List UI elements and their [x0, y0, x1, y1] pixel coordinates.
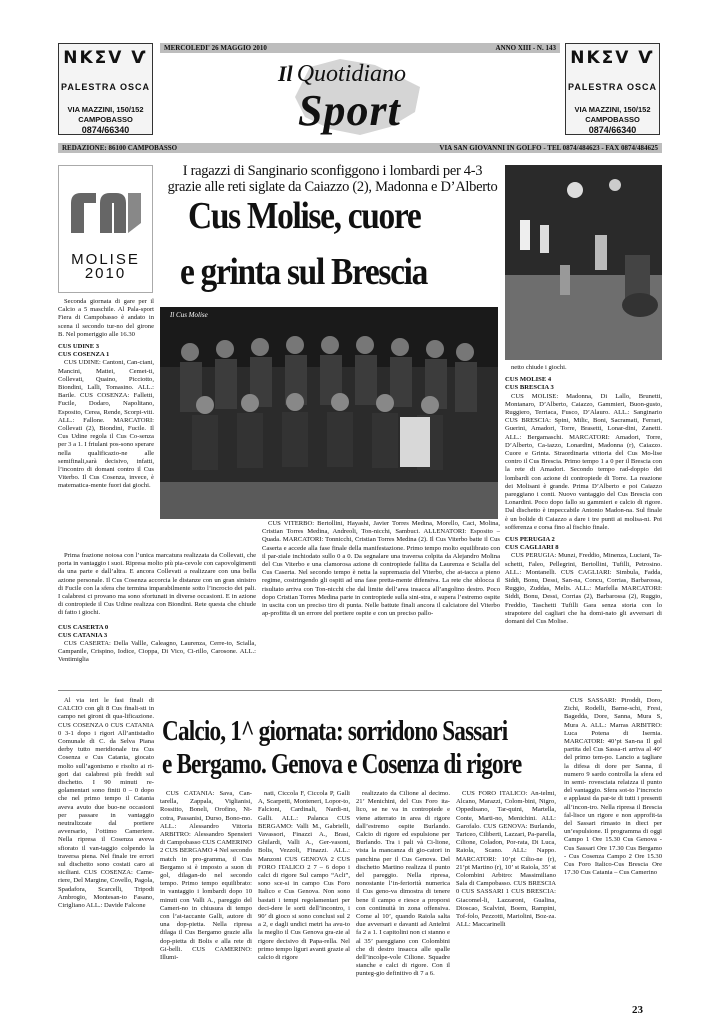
redazione-bar [58, 143, 662, 153]
masthead-quotidiano: Quotidiano [296, 61, 407, 87]
masthead [160, 55, 560, 140]
cus-logo-icon [66, 188, 146, 248]
match4-score-b: CUS CAGLIARI 8 [505, 544, 559, 552]
match1-report: CUS UDINE: Cantoni, Can-ciani, Mancini, Mattei, Cemet-ti, Collevati, Quaino, Picciotto, Biondini, Lalli, Tomasino. ALL.: Barile. CUS COSENZA: Falletti, Fucile, Dodaro, Napolitano, Esposito, Cerea, Rende, Scorpi-viti. ALL.: Fallone. MARCATORI: Collevati (2), Biondini, Fucile. Il Cus Udine regola il Cus Co-senza per 3 a 1. I friulani pos-sono sperare nella qualificazio-ne alle semifinali,sarà decisivo, infatti, l’incontro di domani contro il Cus Viterbo. Il Cus Cosenza, invece, è matematica-mente fuori dai giochi. [58, 359, 154, 490]
article2-col5-text: CUS FORO ITALICO: An-telmi, Alcano, Marazzi, Colom-bini, Nigro, Oppedisano, Tar-quini, Martella, Conte, Marti-no, Menichini. ALL: Garofalo. CUS GENOVA: Burlando, Tariceo, Ciliberti, Lazzari, Pa-parella, Cilione, Coladon, Por-rata, Di Luca, Raiola, Scano. ALL: Nappo. MARCATORI: 10’pt Cilio-ne (r), 21’pt Martino (r), 10’ st Raiola, 35’ st Colombini Arbitro: Massimiliano Sala di Campobasso. CUS BRESCIA 0 CUS SASSARI 1 CUS BRESCIA: Giacomel-li, Lazzaroni, Gualina, Dioscao, Scalvini, Boem, Rampini, Tof-folo, Pezzotti, Mariolini, Boz-za. ALL: Maccarinelli [456, 790, 556, 929]
photo-caption: Il Cus Molise [170, 311, 208, 319]
ad-right-addr1: VIA MAZZINI, 150/152 [574, 105, 651, 114]
viterbo-report: CUS VITERBO: Bertollini, Hayashi, Javier Torres Medina, Morello, Caci, Molina, Cristian Torres Medina, Andreoli, Ton-nicchi, Sambuci. ALLENATORI: Esposito – Quada. MARCATORI: Tonnicchi, Cristian Torres Medina (2). Il Cus Viterbo batte il Cus Caserta e accede alla fase finale della manifestazione. Primo tempo molto equilibrato con il par-ziale inchiodato sullo 0 a 0. Da segnalare una traversa colpita da Alejandro Molina del Cus Viterbo e una clamorosa azione di contropiede fallita da Laurenza e Scialla del Cus Caserta. Nel secondo tempo è netta la supremazia del Viterbo, che at-tacca a pieno regime, costringendo gli ospiti ad una fase pretta-mente difensiva. La rete che sblocca il risultato arriva con Ton-nicchi che dal limite dell’area insacca all’angolino destro. Poco dopo Cristian Torres Medina parte in contropiede sulla sini-stra, e supera l’estremo ospite in uscita con un preciso tiro di punta. Nelle battute finali ancora il calciatore del Viterbo ap-profitta di un errore del portiere ospite e con un preciso pallo- [262, 520, 500, 618]
match1-score-b: CUS COSENZA 1 [58, 351, 110, 359]
ad-right[interactable] [565, 43, 660, 135]
viterbo-report-end: netto chiude i giochi. [511, 364, 567, 371]
match3-score-a: CUS MOLISE 4 [505, 376, 552, 384]
date-bar [160, 43, 560, 53]
article2-col3-text: nati, Ciccola F, Ciccola P, Galli A, Scarpetti, Monteneri, Lopor-to, Falcioni, Cardinali, Nardi-ni, Galli. ALL.: Palanca CUS BERGAMO: Valli M., Gabrielli, Vavassori, Finazzi A., Brasi, Ghilardi, Valli A., Ger-vasoni, Bolis, Vezzoli, Finazzi. ALL.: Manzoni CUS GENOVA 2 CUS FORO ITALICO 2 7 – 6 dopo i calci di rigore Sul campo “Acli”, sono sce-si in campo Cus Foro Italico e Cus Genova. Non sono bastati i tempi regolamentari per deci-dere le sorti dell’incontro, i 90’ di gioco si sono conclusi sul 2 a 2, e dagli undici metri ha avu-to la meglio il Cus Genova gra-zie al rigore decisivo di Papa-rella. Nel primo tempo liguri avanti grazie al calcio di rigore [258, 790, 350, 962]
article2-col2-text: CUS CATANIA: Sava, Can-tarella, Zappala, Viglianisi, Rossitto, Boneli, Orofino, Ni-cotra, Passanisi, Durso, Bono-mo. ALL.: Alessandro Vittoria ARBITRO: Alessandro Spensieri di Campobasso CUS CAMERINO 2 CUS BERGAMO 4 Nel secondo match in pro-gramma, il Cus Bergamo si è imposto a suon di gol, dilagan-do nel secondo tempo. Primo tempo equilibrato: in vantaggio i lombardi dopo 10 minuti con Valli A., pareggio del Cameri-no in chiusura di tempo con l’at-taccante Galli, autore di una dop-pietta. Nella ripresa dilaga il Cus Bergamo grazie alla dop-pietta di Bolis e alla rete di Gi-belli. CUS CAMERINO: Illumi- [160, 790, 252, 962]
contact-address: VIA SAN GIOVANNI IN GOLFO - TEL 0874/484623 - FAX 0874/484625 [439, 144, 658, 152]
article2-col6-text: CUS SASSARI: Piroddi, Doro, Zichi, Rodelli, Barne-schi, Fresi, Bagedda, Dore, Sanna, Mura S, Mura A. ALL.: Marras ARBITRO: Luca Potena di Isernia. MARCATORI: 40’pt San-na Il gol partita del Cus Sassa-ri arriva al 40’ del primo tem-po. Lancio a tagliare la difesa di dore per Sanna, il numero 9 sardo controlla la sfera ed in semi- rovesciata relaizza il punto del vantaggio. Sfera sot-to l’incrocio e applausi da par-te di tutti i presenti all’incon-tro. Nella ripresa il Brescia fal-lisce un rigore e non approfit-ta del Sassari rimasto in dieci per un’espulsione. Il programma di oggi Campo 1 Ore 15.30 Cus Genova - Cus Sassari Ore 17.30 Cus Bergamo - Cus Cosenza Campo 2 Ore 15.30 Cus Foro Italico-Cus Brescia Ore 17.30 Cus Catania – Cus Camerino [564, 697, 662, 877]
ad-right-name: PALESTRA OSCA [567, 82, 657, 92]
article2-column-6 [564, 697, 662, 1012]
logo-molise: MOLISE [71, 251, 140, 268]
article1-column-3 [505, 364, 662, 684]
section-divider [58, 690, 662, 691]
article2-title-1: Calcio, 1^ giornata: sorridono Sassari [162, 716, 508, 747]
article1-title-1: Cus Molise, cuore [188, 195, 421, 237]
match3-report: CUS MOLISE: Madonna, Di Lallo, Brunetti, Montanaro, D’Alberto, Caiazzo, Gammieri, Buon-gusto, Ruggiero, Terriaca, Fusco, D’Alauro. ALL.: Sanginario CUS BRESCIA: Spini, Milic, Boni, Sacramati, Ferrari, Guerini, Amadori, Torre, Brasetti, Lonar-dini, Zanetti. ALL.: Bergamaschi. MARCATORI: Amadori, Torre, D’Alberto, Ca-iazzo, Lonardini, Madonna (r), Caiazzo. Cuore e Grinta. Straordinaria vittoria del Cus Mo-lise contro il Cus Brescia. Primo tempo 1 a 0 per il Brescia con la rete di Amadori. Secondo tempo rad-doppio dei lombardi con azione di contropiede di Torre. La reazione dei Molisani è grande. Prima D’Alberto e poi Caiazzo pareggiano i conti. Nuovo vantaggio del Cus Brescia con Lonardini. Poco dopo fallo su gammieri e calcio di rigore. Dal dischetto è impeccabile Antonio Madon-na. Sul finale è un bolide di Caiazzo a dare i tre punti ai molisa-ni. Poi sofferenza e corsa fino al fischio finale. [505, 392, 662, 531]
molise-2010-logo [58, 165, 153, 293]
match3-score-b: CUS BRESCIA 3 [505, 384, 554, 392]
article2-column-2 [160, 790, 252, 1010]
ad-left-addr1: VIA MAZZINI, 150/152 [67, 105, 144, 114]
article2-col1-text: Al via ieri le fasi finali di CALCIO con gli 8 Cus finali-sti in campo nei gironi di qua-lificazione. CUS COSENZA 0 CUS CATANIA 0 3-1 dopo i rigori All’antistadio Comunale di C. da Selva Piana derby tutto meridionale tra Cus Cosenza e Cus Catania, giocato molto sull’agonismo e risolto ai ri-gori dai calabresi più freddi sul dischetto. I 90 minuti re-golamentari sono finiti 0 – 0 dopo che nel primo tempo il Catania aveva avuto due buo-ne occasioni per passare in vantaggio neutralizzate dal portiere avversario, l’ottimo Cameriere. Nella ripresa il Cosenza aveva sfiorato il van-taggio colpendo la traversa piena. Nel finale tre errori sul dischetto sono costati caro ai siciliani. CUS COSENZA: Came-riere, Del Margine, Covello, Pagola, Spadafora, Scarcelli, Tripodi Ambrogio, Montesan-to Fasano, Cirigliano ALL.: Davide Falcone [58, 697, 154, 910]
page-number: 23 [632, 1004, 643, 1016]
match2-score-b: CUS CATANIA 3 [58, 631, 108, 639]
ad-right-phone: 0874/66340 [588, 125, 637, 135]
logo-year: 2010 [84, 265, 127, 282]
article1-kicker-1: I ragazzi di Sanginario sconfiggono i lombardi per 4-3 [182, 163, 483, 179]
match2-lineups: CUS CASERTA: Della Vallle, Caleagno, Laurenza, Cerre-to, Scialla, Campanile, Crispino, Iodice, Cioppa, Di Vico, Ci-rillo, Carosone. ALL.: Ventimiglia [58, 640, 256, 664]
match4-score-a: CUS PERUGIA 2 [505, 536, 555, 544]
article2-column-4 [356, 790, 450, 1010]
ad-right-addr2: CAMPOBASSO [585, 115, 640, 124]
ad-left[interactable] [58, 43, 153, 135]
article1-intro: Seconda giornata di gare per il Calcio a 5 maschile. Al Pala-sport Fiera di Campobasso è andato in scena il secondo tur-no del girone B. Nel pomeriggio alle 16.30 [58, 298, 154, 338]
issue-number: ANNO XIII - N. 143 [495, 44, 556, 52]
masthead-il: Il [278, 61, 293, 86]
article2-column-5 [456, 790, 556, 1010]
article1-wide-body [58, 552, 256, 684]
article2-col4-text: realizzato da Cilione al decimo. 21’ Menichini, del Cus Foro ita-lico, se ne va in contropiede e viene atterrato in area di rigore dall’estremo ospite Burlando. Calcio di rigore ed espulsione per Burlando. Tra i pali và Ci-lione, vista la mancanza di gio-catori in panchina per il Cus Genova. Del dischetto Martino realizza il punto del pareggio. Nella ripresa, nonostante l’in-feriorità numerica il Cus geno-va dimostra di tenere bene il campo e riesce a proporsi con continuità in zona offensiva. Come al 10’, quando Raiola salta due avversari e davanti ad Antelmi fa 2 a 1. I capitolini non ci stanno e al 35’ pareggiano con Colombini che di destro insacca alle spalle dell’incolpe-vole Cilione. Squadre stanche e calci di rigore. Con il punteg-gio definitivo di 7 a 6. [356, 790, 450, 978]
ad-left-logo: ΝΚΣV Ѵ [63, 48, 148, 68]
article1-kicker-2: grazie alle reti siglate da Caiazzo (2), Madonna e D’Alberto [167, 179, 498, 195]
article2-column-3 [258, 790, 350, 1010]
match-action-photo [505, 165, 662, 360]
article2-title-2: e Bergamo. Genova e Cosenza di rigore [162, 749, 522, 780]
match1-score-a: CUS UDINE 3 [58, 343, 100, 351]
team-photo-art [160, 307, 498, 519]
ad-left-addr2: CAMPOBASSO [78, 115, 133, 124]
issue-date: MERCOLEDI' 26 MAGGIO 2010 [164, 44, 267, 52]
ad-left-name: PALESTRA OSCA [60, 82, 150, 92]
ad-right-logo: ΝΚΣV Ѵ [570, 48, 655, 68]
match1-second-half: Prima frazione noiosa con l’unica marcatura realizzata da Collevati, che porta in vantaggio i suoi. Ripresa molto più pia-cevole con capovolgimenti da una parte e dall’altra. E ancora Collevati a realizzare con una bella azione personale. Il Cus Cosenza accorcia le distanze con un gran sinistro di Fucile con la sfera che termina imparabilmente sotto l’incrocio dei pali. I calabresi ci provano ma sono sfortunati in diverse occasioni. E in azione di contropiede il Cus Udine realizza con Biondini. Rete questa che chiude di fatto i giochi. [58, 552, 256, 617]
article2-column-1 [58, 697, 154, 1012]
article1-title-2: e grinta sul Brescia [180, 251, 427, 293]
match2-score-a: CUS CASERTA 0 [58, 623, 109, 631]
article1-column-2 [262, 520, 500, 684]
team-photo [160, 307, 498, 519]
redazione: REDAZIONE: 86100 CAMPOBASSO [62, 144, 178, 152]
photo-action-art [505, 165, 662, 360]
ad-left-phone: 0874/66340 [81, 125, 130, 135]
match4-report: CUS PERUGIA: Munzi, Freddio, Minenza, Luciani, Ta-schetti, Faleo, Pellegrini, Bertollini, Tufilli, Petrosino. ALL.: Montanelli. CUS CAGLIARI: Simbula, Fadda, Siddi, Bonu, Dessi, San-na, Concu, Corrias, Barbarossa, Ruggio, Zuddas, Melis. ALL.: Marfella MARCATORI: Siddi, Bonu, Dessi, Corrias (2), Barbarossa (2), Ruggio, Freddio, Taschetti Tufilli Gara senza storia con lo strapotere del cagliari che ha domi-nato gli avversari di domani del Cus Molise. [505, 552, 662, 626]
article1-column-1 [58, 298, 154, 520]
masthead-sport: Sport [298, 86, 401, 135]
